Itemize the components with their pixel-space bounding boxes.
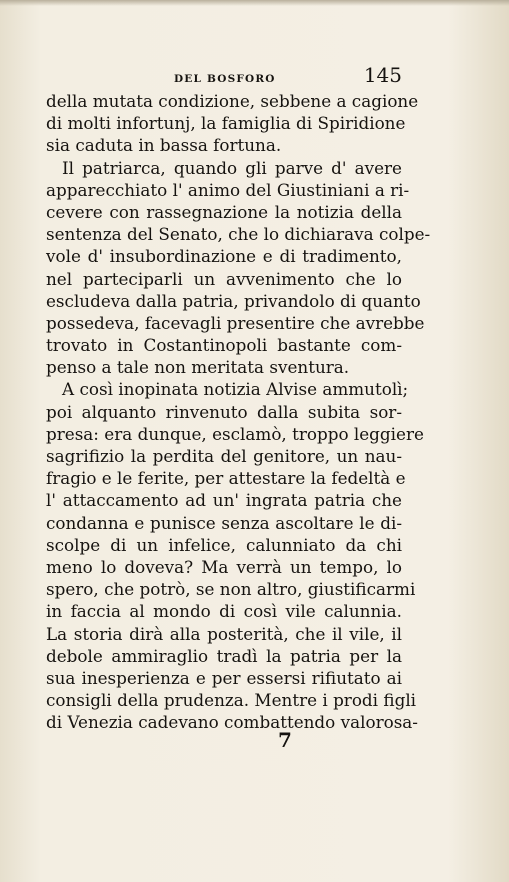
text-line: spero, che potrò, se non altro, giustificarmi (46, 579, 416, 600)
text-line: penso a tale non meritata sventura. (46, 357, 350, 378)
text-line: meno lo doveva? Ma verrà un tempo, lo (46, 556, 402, 577)
text-line: sua inesperienza e per essersi rifiutato ai (46, 667, 402, 688)
text-line: A così inopinata notizia Alvise ammutolì; (62, 379, 409, 400)
text-line: debole ammiraglio tradì la patria per la (46, 645, 402, 666)
running-head: DEL BOSFORO (174, 73, 276, 85)
page-top-edge (0, 0, 509, 6)
text-line: in faccia al mondo di così vile calunnia. (46, 601, 402, 622)
text-line: della mutata condizione, sebbene a cagione (46, 91, 419, 111)
body-text (46, 90, 431, 733)
page-header (46, 64, 402, 90)
text-line: possedeva, facevagli presentire che avrebbe (46, 312, 425, 333)
text-line: sagrifizio la perdita del genitore, un nau- (46, 446, 402, 466)
text-line: sia caduta in bassa fortuna. (46, 135, 282, 156)
text-line: fragio e le ferite, per attestare la fedeltà e (46, 468, 406, 489)
text-line: di molti infortunj, la famiglia di Spiridione (46, 113, 406, 134)
text-line: vole d' insubordinazione e di tradimento, (46, 246, 402, 267)
page-number: 145 (363, 63, 402, 87)
text-line: apparecchiato l' animo del Giustiniani a ri- (46, 179, 410, 200)
text-line: trovato in Costantinopoli bastante com- (46, 335, 402, 356)
text-line: escludeva dalla patria, privandolo di quanto (46, 290, 421, 311)
text-line: l' attaccamento ad un' ingrata patria che (46, 490, 402, 511)
text-line: La storia dirà alla posterità, che il vile, il (46, 623, 402, 644)
text-line: di Venezia cadevano combattendo valorosa- (46, 712, 418, 733)
text-line: cevere con rassegnazione la notizia della (46, 201, 402, 222)
text-line: sentenza del Senato, che lo dichiarava colpe- (46, 224, 431, 245)
text-line: presa: era dunque, esclamò, troppo leggiere (46, 423, 424, 444)
signature-mark: 7 (278, 728, 292, 752)
text-line: scolpe di un infelice, calunniato da chi (46, 534, 402, 555)
text-line: Il patriarca, quando gli parve d' avere (62, 157, 402, 178)
text-line: poi alquanto rinvenuto dalla subita sor- (46, 401, 402, 422)
text-line: condanna e punisce senza ascoltare le di- (46, 512, 402, 533)
text-line: consigli della prudenza. Mentre i prodi figli (46, 690, 417, 711)
text-line: nel parteciparli un avvenimento che lo (46, 268, 402, 289)
